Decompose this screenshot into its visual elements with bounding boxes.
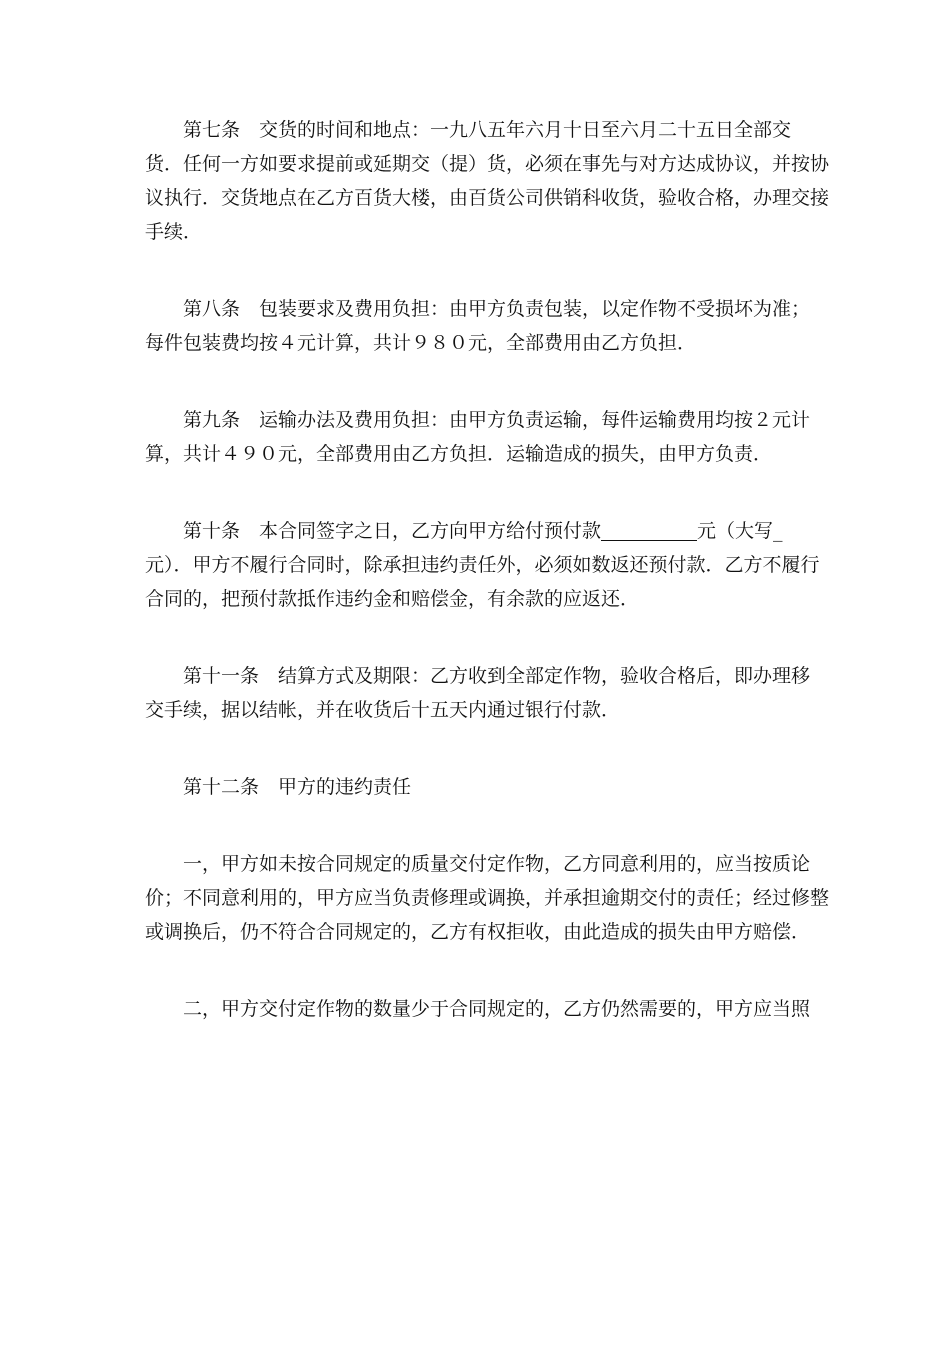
text-line: 议执行．交货地点在乙方百货大楼，由百货公司供销科收货，验收合格，办理交接 [145,187,830,209]
text-line: 算，共计４９０元，全部费用由乙方负担．运输造成的损失，由甲方负责． [145,443,773,465]
article-8-paragraph [145,292,809,360]
text-line: 合同的，把预付款抵作违约金和赔偿金，有余款的应返还． [145,588,640,610]
text-segment: 第十条 本合同签字之日，乙方向甲方给付预付款 [183,520,602,542]
text-segment: 元（大写_ [697,520,783,542]
clause-1-paragraph [145,847,830,949]
text-line [145,514,809,548]
text-line: 货．任何一方如要求提前或延期交（提）货，必须在事先与对方达成协议，并按协 [145,153,830,175]
text-line: 第十二条 甲方的违约责任 [183,776,412,798]
blank-amount-field [601,520,697,541]
text-line: 一，甲方如未按合同规定的质量交付定作物，乙方同意利用的，应当按质论 [183,853,811,875]
text-line: 第九条 运输办法及费用负担：由甲方负责运输，每件运输费用均按２元计 [183,409,811,431]
text-line: 手续． [145,221,203,243]
text-line: 价；不同意利用的，甲方应当负责修理或调换，并承担逾期交付的责任；经过修整 [145,887,830,909]
article-10-paragraph [145,514,820,616]
text-line: 二，甲方交付定作物的数量少于合同规定的，乙方仍然需要的，甲方应当照 [183,998,811,1020]
text-line: 第七条 交货的时间和地点：一九八五年六月十日至六月二十五日全部交 [183,119,792,141]
text-line: 元）．甲方不履行合同时，除承担违约责任外，必须如数返还预付款．乙方不履行 [145,554,820,576]
text-line: 每件包装费均按４元计算，共计９８０元，全部费用由乙方负担． [145,332,697,354]
article-9-paragraph [145,403,809,471]
document-page [145,113,830,1026]
text-line: 交手续，据以结帐，并在收货后十五天内通过银行付款． [145,699,621,721]
text-line: 或调换后，仍不符合合同规定的，乙方有权拒收，由此造成的损失由甲方赔偿． [145,921,811,943]
article-7-paragraph [145,113,830,249]
article-11-paragraph [145,659,809,727]
text-line: 第十一条 结算方式及期限：乙方收到全部定作物，验收合格后，即办理移 [183,665,811,687]
text-line: 第八条 包装要求及费用负担：由甲方负责包装，以定作物不受损坏为准； [183,298,811,320]
article-12-heading [145,770,809,804]
clause-2-paragraph [145,992,809,1026]
